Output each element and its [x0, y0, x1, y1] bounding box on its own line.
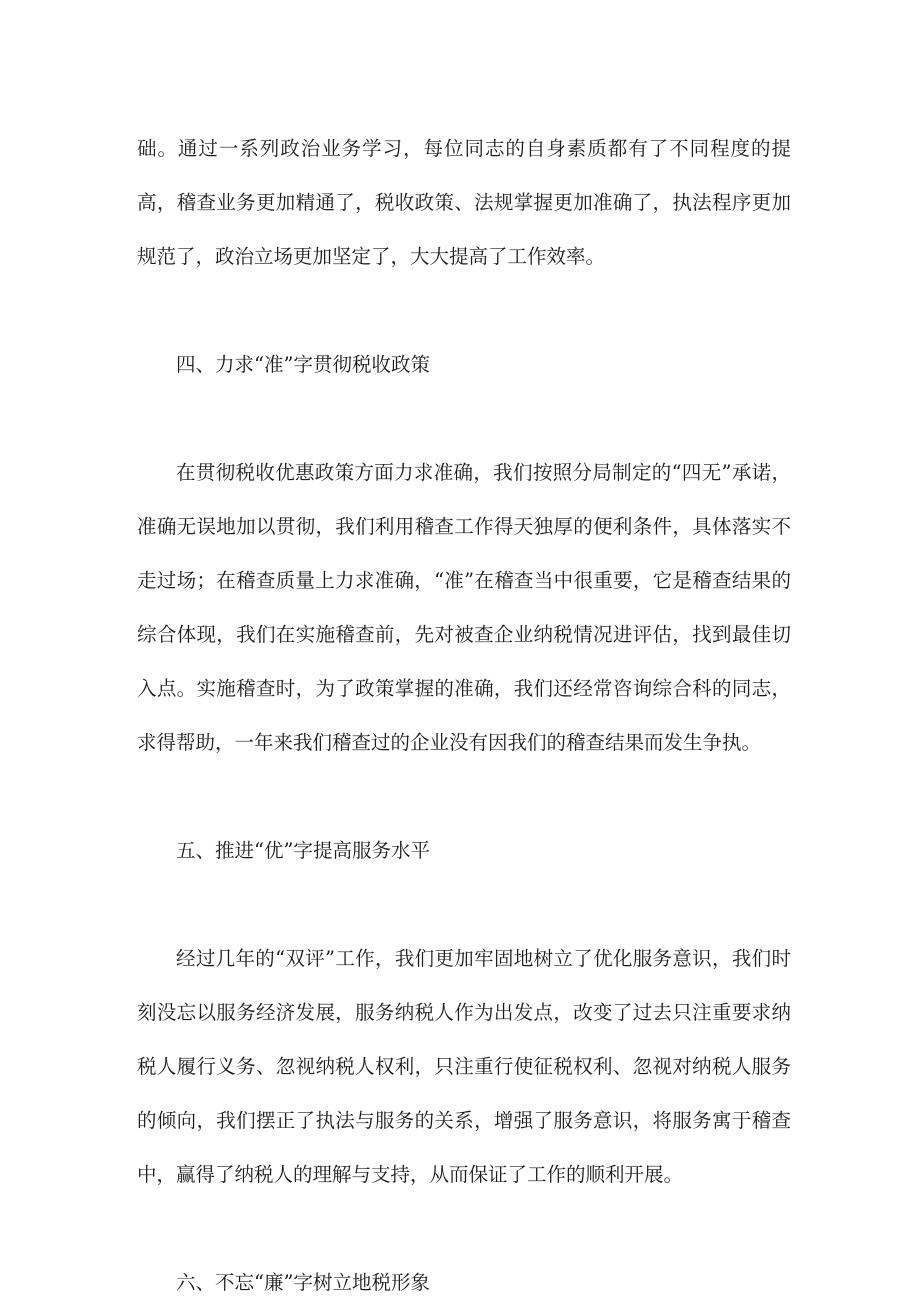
- paragraph-tax-policy: 在贯彻税收优惠政策方面力求准确，我们按照分局制定的“四无”承诺，准确无误地加以贯彻，我们利用稽查工作得天独厚的便利条件，具体落实不走过场；在稽查质量上力求准确，“准”在稽查当中很重要，它是稽查结果的综合体现，我们在实施稽查前，先对被查企业纳税情况进评估，找到最佳切入点。实施稽查时，为了政策掌握的准确，我们还经常咨询综合科的同志，求得帮助，一年来我们稽查过的企业没有因我们的稽查结果而发生争执。: [137, 461, 791, 754]
- section-heading-4: 四、力求“准”字贯彻税收政策: [176, 353, 430, 376]
- section-heading-5: 五、推进“优”字提高服务水平: [176, 839, 430, 862]
- section-heading-6: 六、不忘“廉”字树立地税形象: [176, 1271, 430, 1294]
- paragraph-service: 经过几年的“双评”工作，我们更加牢固地树立了优化服务意识，我们时刻没忘以服务经济发展，服务纳税人作为出发点，改变了过去只注重要求纳税人履行义务、忽视纳税人权利，只注重行使征税权利、忽视对纳税人服务的倾向，我们摆正了执法与服务的关系，增强了服务意识，将服务寓于稽查中，赢得了纳税人的理解与支持，从而保证了工作的顺利开展。: [137, 947, 791, 1186]
- paragraph-study-results: 础。通过一系列政治业务学习，每位同志的自身素质都有了不同程度的提高，稽查业务更加精通了，税收政策、法规掌握更加准确了，执法程序更加规范了，政治立场更加坚定了，大大提高了工作效率。: [137, 137, 791, 268]
- document-body: [137, 122, 791, 1310]
